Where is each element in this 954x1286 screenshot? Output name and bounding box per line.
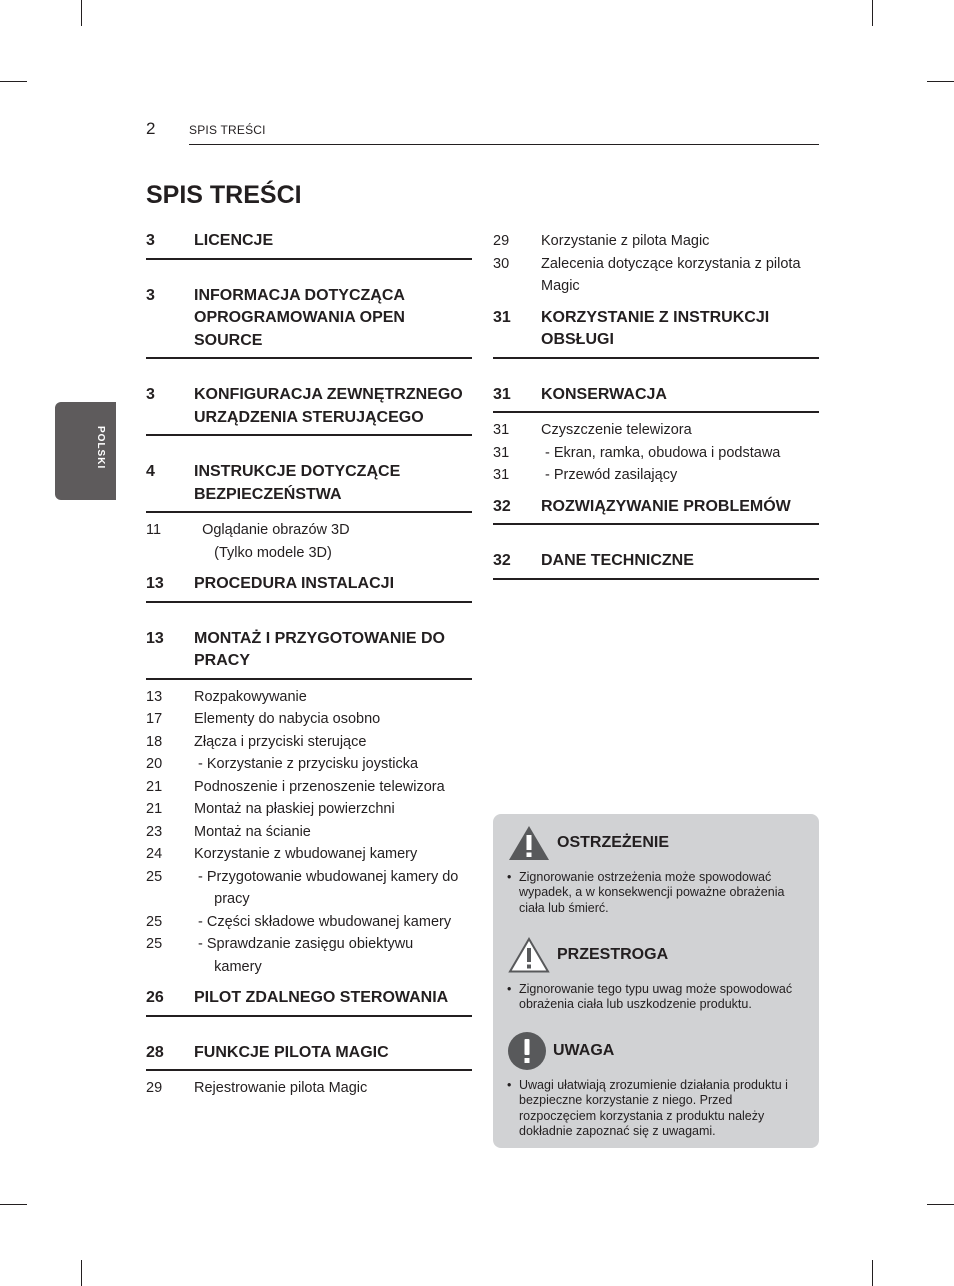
- notice-bullet: •: [507, 870, 512, 884]
- crop-mark: [81, 1260, 82, 1286]
- toc-entry: [493, 442, 819, 465]
- toc-entry: [146, 686, 472, 709]
- toc-entry-title: Czyszczenie telewizora: [541, 422, 692, 438]
- toc-section-title: PILOT ZDALNEGO STEROWANIA: [194, 989, 449, 1006]
- safety-notice-box: [493, 814, 819, 1148]
- toc-entry-title: Podnoszenie i przenoszenie telewizora: [194, 778, 445, 795]
- crop-mark: [872, 0, 873, 26]
- toc-section: [493, 307, 819, 359]
- toc-entry-title: - Korzystanie z przycisku joysticka: [194, 756, 419, 772]
- toc-section: [146, 285, 472, 360]
- language-tab-label: POLSKI: [95, 426, 106, 470]
- toc-section-page: 32: [493, 552, 511, 569]
- toc-entry: [493, 253, 819, 298]
- toc-section-page: 26: [146, 989, 164, 1006]
- page-title: SPIS TREŚCI: [146, 181, 302, 209]
- notice-warning: [507, 824, 807, 916]
- toc-section-title: PROCEDURA INSTALACJI: [194, 575, 395, 592]
- crop-mark: [0, 1204, 27, 1205]
- toc-entry-title: Złącza i przyciski sterujące: [194, 733, 367, 750]
- toc-entry-page: 29: [146, 1080, 163, 1096]
- toc-entry-title: Elementy do nabycia osobno: [194, 711, 381, 727]
- toc-section-title: INFORMACJA DOTYCZĄCA OPROGRAMOWANIA OPEN SOURCE: [194, 286, 405, 349]
- toc-entry: [146, 866, 472, 911]
- toc-subsection-list: [493, 419, 819, 487]
- toc-entry-page: 25: [146, 913, 163, 930]
- page-number: 2: [146, 119, 156, 138]
- warning-icon: [507, 824, 551, 862]
- toc-entry: [146, 776, 472, 799]
- toc-entry-title: Zalecenia dotyczące korzystania z pilota Magic: [541, 255, 805, 294]
- toc-entry: [146, 821, 472, 844]
- notice-label: UWAGA: [553, 1042, 615, 1059]
- toc-section-page: 3: [146, 386, 155, 403]
- crop-mark: [81, 0, 82, 26]
- notice-bullet: •: [507, 1078, 512, 1092]
- toc-entry-page: 29: [493, 233, 510, 249]
- toc-entry-page: 21: [146, 801, 163, 817]
- toc-entry-page: 17: [146, 711, 163, 727]
- toc-entry: [146, 798, 472, 821]
- toc-left-column: [146, 230, 472, 1100]
- toc-section: [146, 230, 472, 260]
- toc-section: [493, 550, 819, 580]
- toc-entry-page: 11: [146, 522, 162, 538]
- toc-section: [146, 1042, 472, 1072]
- toc-section-title: KONSERWACJA: [541, 385, 667, 403]
- toc-section-page: 13: [146, 575, 164, 592]
- toc-section-page: 4: [146, 463, 155, 480]
- toc-section-page: 28: [146, 1043, 164, 1061]
- toc-entry-title: - Części składowe wbudowanej kamery: [194, 913, 452, 930]
- toc-section-title: ROZWIĄZYWANIE PROBLEMÓW: [541, 497, 791, 515]
- toc-section: [146, 461, 472, 513]
- toc-section: [146, 573, 472, 603]
- toc-entry: [493, 419, 819, 442]
- toc-entry-title: Korzystanie z wbudowanej kamery: [194, 846, 418, 862]
- toc-entry-title: - Przygotowanie wbudowanej kamery do pracy: [198, 868, 459, 907]
- toc-entry-page: 30: [493, 255, 510, 272]
- toc-entry-title: Korzystanie z pilota Magic: [541, 233, 710, 249]
- notice-note: [507, 1032, 807, 1139]
- toc-entry: [146, 911, 472, 934]
- toc-entry-title: - Sprawdzanie zasięgu obiektywu kamery: [198, 936, 414, 975]
- toc-entry-page: 23: [146, 823, 163, 840]
- toc-entry-page: 25: [146, 936, 163, 952]
- toc-entry-page: 31: [493, 467, 510, 483]
- toc-entry-page: 24: [146, 846, 163, 862]
- language-tab: [55, 402, 116, 500]
- toc-section-page: 32: [493, 497, 511, 515]
- toc-entry-title: Montaż na ścianie: [194, 823, 311, 840]
- toc-entry: [146, 731, 472, 754]
- notice-caution: [507, 936, 807, 1013]
- toc-section: [146, 987, 472, 1017]
- toc-entry: [146, 933, 472, 978]
- note-icon: [507, 1031, 547, 1071]
- toc-entry-page: 31: [493, 444, 510, 461]
- toc-subsection-list: [146, 686, 472, 979]
- header-rule: [189, 144, 819, 145]
- toc-entry-title: - Ekran, ramka, obudowa i podstawa: [541, 444, 781, 461]
- toc-section: [146, 384, 472, 436]
- toc-section-title: FUNKCJE PILOTA MAGIC: [194, 1043, 389, 1061]
- toc-entry-page: 25: [146, 868, 163, 885]
- crop-mark: [927, 81, 954, 82]
- toc-entry: [146, 519, 472, 564]
- notice-text: Zignorowanie tego typu uwag może spowodować obrażenia ciała lub uszkodzenie produktu.: [519, 982, 793, 1012]
- toc-entry: [146, 753, 472, 776]
- running-header: SPIS TREŚCI: [189, 123, 266, 137]
- toc-entry-title: - Przewód zasilający: [541, 467, 678, 483]
- crop-mark: [0, 81, 27, 82]
- caution-icon: [507, 936, 551, 974]
- toc-entry-title: Rozpakowywanie: [194, 688, 307, 705]
- toc-section-page: 31: [493, 385, 511, 403]
- toc-right-column: [493, 230, 819, 580]
- toc-section-page: 3: [146, 232, 155, 249]
- toc-subsection-list: [493, 230, 819, 298]
- toc-entry-page: 31: [493, 422, 510, 438]
- toc-entry-page: 20: [146, 756, 163, 772]
- toc-section-title: DANE TECHNICZNE: [541, 552, 694, 569]
- notice-text: Uwagi ułatwiają zrozumienie działania produktu i bezpieczne korzystanie z niego. Przed rozpoczęciem korzystania z produktu należy dokładnie zapoznać się z uwagami.: [519, 1078, 788, 1138]
- toc-entry-page: 18: [146, 733, 163, 750]
- toc-subsection-list: [146, 1077, 472, 1100]
- crop-mark: [872, 1260, 873, 1286]
- toc-entry-title: Montaż na płaskiej powierzchni: [194, 801, 395, 817]
- crop-mark: [927, 1204, 954, 1205]
- toc-entry: [146, 1077, 472, 1100]
- toc-section-page: 3: [146, 286, 155, 304]
- toc-section-title: INSTRUKCJE DOTYCZĄCE BEZPIECZEŃSTWA: [194, 463, 401, 503]
- toc-section-title: KONFIGURACJA ZEWNĘTRZNEGO URZĄDZENIA STERUJĄCEGO: [194, 386, 463, 426]
- toc-section-title: MONTAŻ I PRZYGOTOWANIE DO PRACY: [194, 629, 445, 669]
- toc-section: [493, 496, 819, 526]
- toc-entry-page: 13: [146, 688, 163, 705]
- toc-section: [493, 384, 819, 414]
- toc-entry: [493, 464, 819, 487]
- toc-section: [146, 628, 472, 680]
- toc-entry: [146, 708, 472, 731]
- notice-bullet: •: [507, 982, 512, 996]
- notice-text: Zignorowanie ostrzeżenia może spowodować wypadek, a w konsekwencji poważne obrażenia ciała lub śmierć.: [519, 870, 785, 915]
- notice-label: PRZESTROGA: [557, 946, 669, 963]
- toc-section-page: 13: [146, 629, 164, 647]
- toc-section-title: LICENCJE: [194, 232, 274, 249]
- toc-section-title: KORZYSTANIE Z INSTRUKCJI OBSŁUGI: [541, 308, 770, 348]
- toc-entry: [493, 230, 819, 253]
- toc-entry-title: Oglądanie obrazów 3D (Tylko modele 3D): [202, 522, 350, 561]
- toc-section-page: 31: [493, 308, 511, 326]
- toc-entry: [146, 843, 472, 866]
- toc-subsection-list: [146, 519, 472, 564]
- notice-label: OSTRZEŻENIE: [557, 834, 670, 851]
- toc-entry-title: Rejestrowanie pilota Magic: [194, 1080, 368, 1096]
- toc-entry-page: 21: [146, 778, 163, 795]
